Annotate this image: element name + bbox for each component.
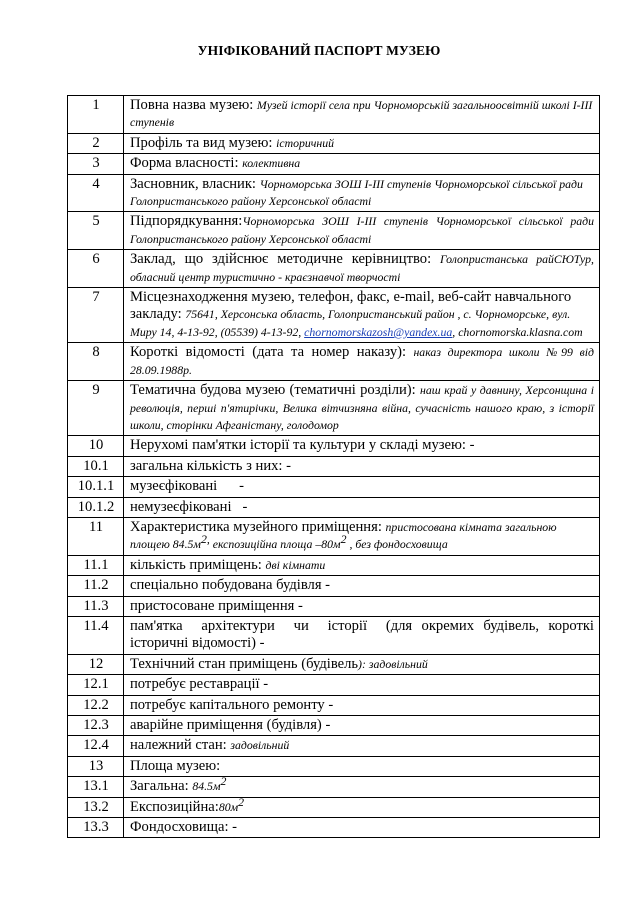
table-row xyxy=(68,477,600,497)
row-number: 10.1 xyxy=(68,456,124,476)
row-value: Музей історії села при Чорноморській загальноосвітній школі І-ІІІ ступенів xyxy=(130,98,593,130)
row-label: музеєфіковані - xyxy=(130,478,244,495)
row-number: 12.3 xyxy=(68,716,124,736)
row-label: немузеєфіковані - xyxy=(130,498,248,515)
table-row xyxy=(68,777,600,797)
row-label: загальна кількість з них: - xyxy=(130,457,291,474)
row-content xyxy=(124,695,600,715)
row-label: Тематична будова музею (тематичні розділи): xyxy=(130,382,420,399)
row-value: ): задовільний xyxy=(358,656,428,671)
superscript: 2 xyxy=(238,794,245,809)
row-number: 11.2 xyxy=(68,576,124,596)
email-link[interactable]: chornomorskazosh@yandex.ua xyxy=(304,324,453,339)
row-label: Форма власності: xyxy=(130,155,243,172)
row-value: Чорноморська ЗОШ І-ІІІ ступенів Чорноморської сільської ради Голопристанського району Херсонської області xyxy=(130,176,583,209)
row-number: 10.1.1 xyxy=(68,477,124,497)
row-content xyxy=(124,818,600,838)
table-row xyxy=(68,675,600,695)
table-row xyxy=(68,250,600,288)
row-value: 75641, Херсонська область, Голопристанський район , с. Чорноморське, вул. Миру 14, 4-13-92, (05539) 4-13-92, xyxy=(130,307,571,339)
row-label: Характеристика музейного приміщення: xyxy=(130,518,386,535)
table-row xyxy=(68,133,600,153)
table-row xyxy=(68,381,600,436)
table-row xyxy=(68,96,600,134)
table-row xyxy=(68,756,600,776)
superscript: 2 xyxy=(340,532,347,547)
row-value-2: експозиційна площа –80м xyxy=(209,537,341,552)
table-row xyxy=(68,596,600,616)
table-row xyxy=(68,436,600,456)
row-number: 10 xyxy=(68,436,124,456)
row-number: 11.3 xyxy=(68,596,124,616)
row-number: 3 xyxy=(68,154,124,174)
table-row xyxy=(68,343,600,381)
row-content xyxy=(124,616,600,654)
row-label: потребує реставрації - xyxy=(130,676,269,693)
row-number: 13.2 xyxy=(68,797,124,817)
row-label: пам'ятка архітектури чи історії (для окремих будівель, короткі історичні відомості) - xyxy=(130,617,602,652)
row-label: Повна назва музею: xyxy=(130,97,257,113)
table-row xyxy=(68,456,600,476)
row-value: наш край у давнину, Херсонщина і революція, перші п'ятирічки, Велика вітчизняна війна, сучасність нашого краю, з історії школи, сторінки Афганістану, голодомор xyxy=(130,383,594,432)
row-value: Голопристанська райСЮТур, обласний центр туристично - краєзнавчої творчості xyxy=(130,252,594,284)
row-label: Короткі відомості (дата та номер наказу): xyxy=(130,344,414,361)
row-value: задовільний xyxy=(230,738,290,753)
row-number: 4 xyxy=(68,174,124,212)
row-number: 13.1 xyxy=(68,777,124,797)
row-number: 12.2 xyxy=(68,695,124,715)
row-label: належний стан: xyxy=(130,737,231,754)
row-number: 11.1 xyxy=(68,555,124,575)
table-row xyxy=(68,695,600,715)
row-value: пристосована кімната загальною площею 84.5м xyxy=(130,519,557,552)
row-label: Технічний стан приміщень (будівель xyxy=(130,655,359,672)
table-row xyxy=(68,288,600,343)
table-row xyxy=(68,797,600,817)
website-text: , chornomorska.klasna.com xyxy=(452,324,583,339)
row-content xyxy=(124,456,600,476)
row-content xyxy=(124,288,600,343)
table-row xyxy=(68,736,600,756)
row-content xyxy=(124,675,600,695)
row-content xyxy=(124,555,600,575)
document-title: УНІФІКОВАНИЙ ПАСПОРТ МУЗЕЮ xyxy=(197,43,441,58)
row-label: Фондосховища: - xyxy=(130,819,238,836)
row-value-3: , без фондосховища xyxy=(346,537,448,552)
row-label: спеціально побудована будівля - xyxy=(130,577,331,594)
row-label: потребує капітального ремонту - xyxy=(130,696,334,713)
row-value: історичний xyxy=(276,135,335,150)
row-label: пристосоване приміщення - xyxy=(130,597,303,614)
row-label: Нерухомі пам'ятки історії та культури у складі музею: - xyxy=(130,437,475,454)
row-number: 12.4 xyxy=(68,736,124,756)
row-content xyxy=(124,436,600,456)
table-row xyxy=(68,654,600,674)
row-number: 11.4 xyxy=(68,616,124,654)
row-label: кількість приміщень: xyxy=(130,556,266,573)
row-content xyxy=(124,716,600,736)
row-number: 11 xyxy=(68,517,124,555)
row-label: Підпорядкування: xyxy=(130,213,243,230)
row-value: наказ директора школи №99 від 28.09.1988р. xyxy=(130,345,594,377)
row-content xyxy=(124,133,600,153)
row-value: 84.5м xyxy=(192,779,221,794)
row-value: колективна xyxy=(242,156,301,171)
table-row xyxy=(68,555,600,575)
row-label: Засновник, власник: xyxy=(130,175,260,192)
row-number: 13 xyxy=(68,756,124,776)
row-number: 12.1 xyxy=(68,675,124,695)
row-content xyxy=(124,576,600,596)
row-content xyxy=(124,794,600,817)
row-content xyxy=(124,596,600,616)
row-content xyxy=(124,477,600,497)
row-number: 10.1.2 xyxy=(68,497,124,517)
row-content xyxy=(124,154,600,174)
row-content xyxy=(124,774,600,797)
row-content xyxy=(124,654,600,674)
table-row xyxy=(68,616,600,654)
table-row xyxy=(68,497,600,517)
row-number: 2 xyxy=(68,133,124,153)
row-value: 80м xyxy=(218,799,239,814)
row-label: Експозиційна: xyxy=(130,798,219,815)
row-value: Чорноморська ЗОШ І-ІІІ ступенів Чорноморської сільської ради Голопристанського району Херсонської області xyxy=(130,214,594,246)
table-row xyxy=(68,154,600,174)
row-number: 9 xyxy=(68,381,124,436)
museum-passport-table xyxy=(67,95,600,838)
row-content xyxy=(124,736,600,756)
row-label: Заклад, що здійснює методичне керівництво: xyxy=(130,251,441,268)
row-number: 5 xyxy=(68,212,124,250)
row-content xyxy=(124,517,600,555)
row-content xyxy=(124,174,600,212)
row-content xyxy=(124,381,600,436)
row-label: Місцезнаходження музею, телефон, факс, e-mail, веб-сайт навчального закладу: xyxy=(130,289,572,323)
superscript: 2 xyxy=(220,774,227,789)
row-value: дві кімнати xyxy=(265,557,326,572)
table-row xyxy=(68,174,600,212)
row-number: 8 xyxy=(68,343,124,381)
row-content xyxy=(124,212,600,250)
row-label: Загальна: xyxy=(130,778,193,795)
row-content xyxy=(124,96,600,134)
row-content xyxy=(124,343,600,381)
row-number: 13.3 xyxy=(68,818,124,838)
row-label: Профіль та вид музею: xyxy=(130,134,277,151)
row-content xyxy=(124,497,600,517)
table-row xyxy=(68,818,600,838)
row-label: Площа музею: xyxy=(130,757,221,774)
row-number: 12 xyxy=(68,654,124,674)
table-row xyxy=(68,716,600,736)
row-number: 7 xyxy=(68,288,124,343)
table-row xyxy=(68,517,600,555)
row-number: 1 xyxy=(68,96,124,134)
table-row xyxy=(68,576,600,596)
row-content xyxy=(124,756,600,776)
table-row xyxy=(68,212,600,250)
row-label: аварійне приміщення (будівля) - xyxy=(130,717,331,733)
row-content xyxy=(124,250,600,288)
row-number: 6 xyxy=(68,250,124,288)
superscript: 2, xyxy=(200,532,210,547)
